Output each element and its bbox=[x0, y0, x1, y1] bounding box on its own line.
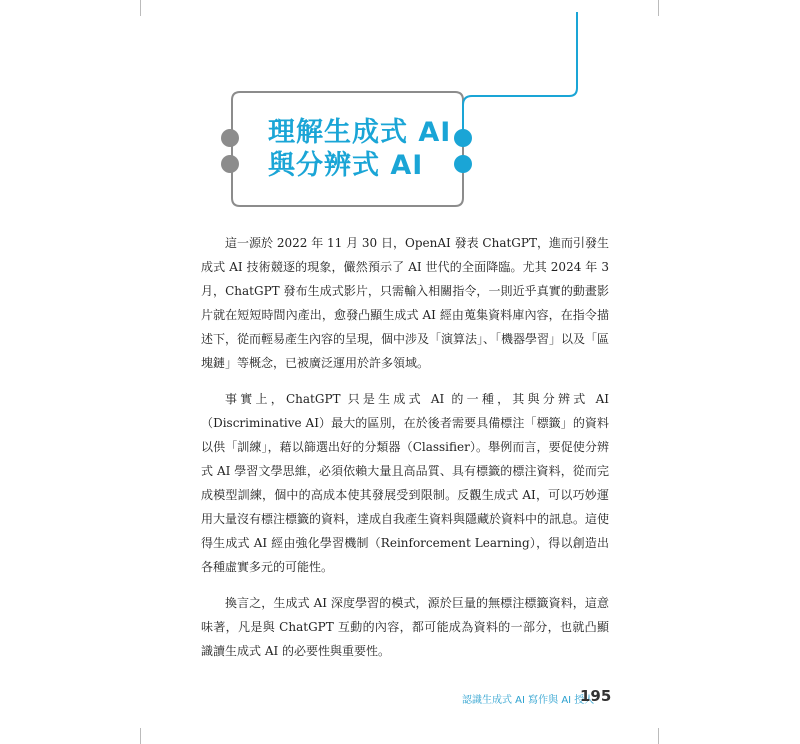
gray-dot-bottom bbox=[221, 155, 239, 173]
blue-dot-bottom bbox=[454, 155, 472, 173]
section-title bbox=[268, 116, 451, 182]
gray-dot-top bbox=[221, 129, 239, 147]
paragraph: 換言之，生成式 AI 深度學習的模式，源於巨量的無標注標籤資料，這意味著，凡是與 ChatGPT 互動的內容，都可能成為資料的一部分，也就凸顯識讀生成式 AI 的必要性與重要性。 bbox=[201, 596, 609, 658]
running-footer-title: 認識生成式 AI 寫作與 AI 授人 bbox=[462, 695, 595, 706]
paragraph: 這一源於 2022 年 11 月 30 日，OpenAI 發表 ChatGPT，進而引發生成式 AI 技術競逐的現象，儼然預示了 AI 世代的全面降臨。尤其 2024 年 3 月，ChatGPT 發布生成式影片，只需輸入相關指令，一則近乎真實的動畫影片就在短短時間內產出，愈發凸顯生成式 AI 經由蒐集資料庫內容，在指令描述下，從而輕易產生內容的呈現，個中涉及「演算法」、「機器學習」以及「區塊鏈」等概念，已被廣泛運用於許多領域。 bbox=[201, 236, 610, 370]
blue-connector-line bbox=[463, 12, 577, 136]
page-number: 195 bbox=[580, 687, 612, 705]
blue-dot-top bbox=[454, 129, 472, 147]
paragraph: 事實上，ChatGPT 只是生成式 AI 的一種，其與分辨式 AI（Discriminative AI）最大的區別，在於後者需要具備標注「標籤」的資料以供「訓練」，藉以篩選出好的分類器（Classifier）。舉例而言，要促使分辨式 AI 學習文學思維，必須依賴大量且高品質、具有標籤的標注資料，從而完成模型訓練，個中的高成本使其發展受到限制。反觀生成式 AI，可以巧妙運用大量沒有標注標籤的資料，達成自我產生資料與隱藏於資料中的訊息。這使得生成式 AI 經由強化學習機制（Reinforcement Learning），得以創造出各種虛實多元的可能性。 bbox=[201, 392, 610, 574]
section-title-line-2: 與分辨式 AI bbox=[268, 150, 424, 181]
body-text bbox=[201, 231, 609, 675]
section-title-line-1: 理解生成式 AI bbox=[268, 117, 452, 148]
